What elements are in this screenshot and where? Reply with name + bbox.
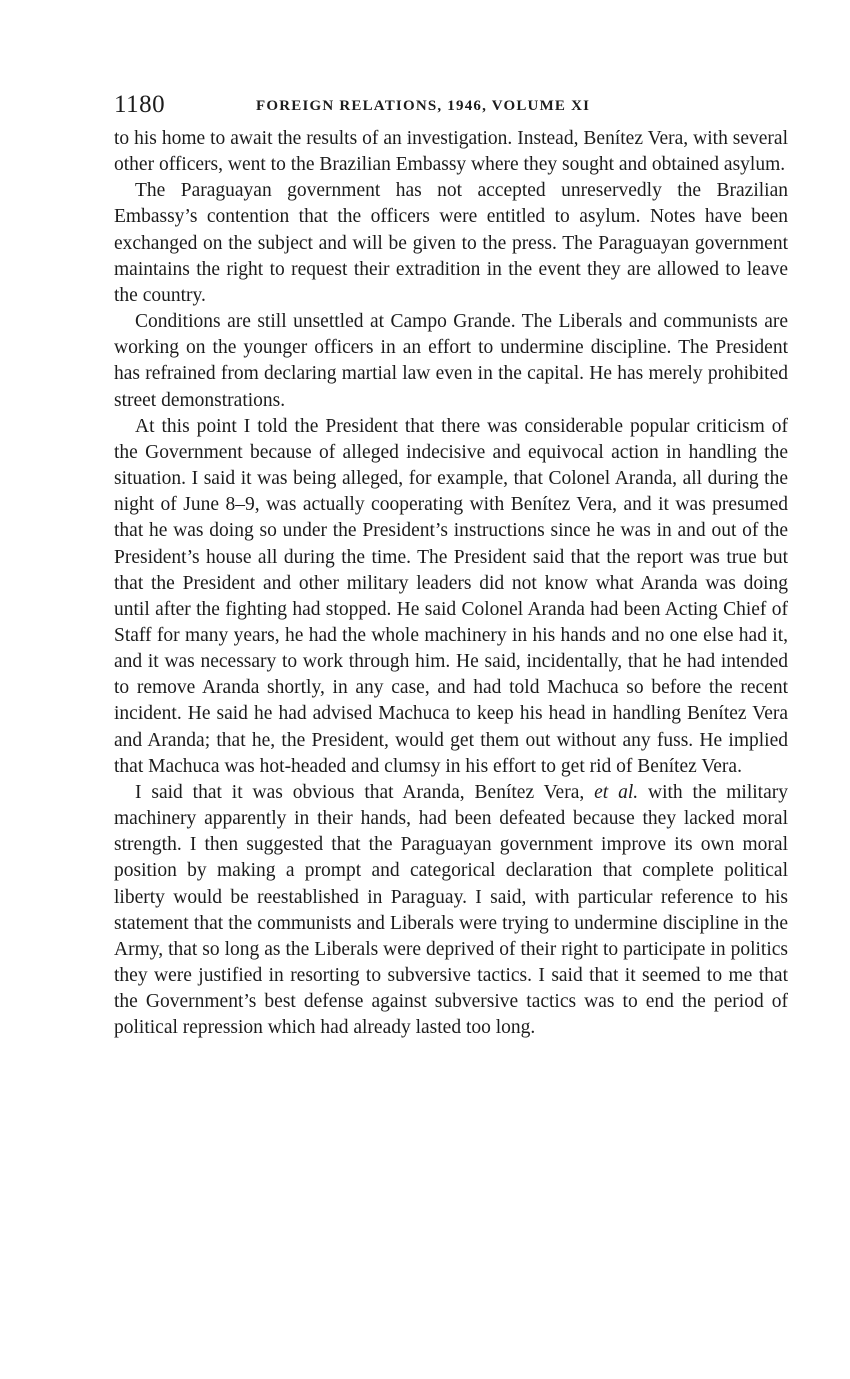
paragraph-moral-strength-part-1: I said that it was obvious that Aranda, Benítez Vera,	[135, 781, 595, 803]
paragraph-moral-strength	[114, 780, 788, 1042]
paragraph-moral-strength-part-2: with the military machinery apparently in their hands, had been defeated because they lacked moral strength. I then suggested that the Paraguayan government improve its own moral position by making a prompt and categorical declaration that complete political liberty would be reestablished in Paraguay. I said, with particular reference to his statement that the communists and Liberals were trying to undermine discipline in the Army, that so long as the Liberals were deprived of their right to participate in politics they were justified in resorting to subversive tactics. I said that it seemed to me that the Government’s best defense against subversive tactics was to end the period of political repression which had already lasted too long.	[114, 781, 788, 1039]
paragraph-campo-grande: Conditions are still unsettled at Campo Grande. The Liberals and communists are working on the younger officers in an effort to undermine discipline. The President has refrained from declaring martial law even in the capital. He has merely prohibited street demonstrations.	[114, 311, 788, 411]
paragraph-criticism: At this point I told the President that there was considerable popular criticism of the Government because of alleged indecisive and equivocal action in handling the situation. I said it was being alleged, for example, that Colonel Aranda, all during the night of June 8–9, was actually cooperating with Benítez Vera, and it was presumed that he was doing so under the President’s instructions since he was in and out of the President’s house all during the time. The President said that the report was true but that the President and other military leaders did not know what Aranda was doing until after the fighting had stopped. He said Colonel Aranda had been Acting Chief of Staff for many years, he had the whole machinery in his hands and no one else had it, and it was necessary to work through him. He said, incidentally, that he had intended to remove Aranda shortly, in any case, and had told Machuca so before the recent incident. He said he had advised Machuca to keep his head in handling Benítez Vera and Aranda; that he, the President, would get them out without any fuss. He implied that Machuca was hot-headed and clumsy in his effort to get rid of Benítez Vera.	[114, 415, 788, 777]
page-number: 1180	[114, 91, 166, 118]
paragraph-asylum: The Paraguayan government has not accepted unreservedly the Brazilian Embassy’s contention that the officers were entitled to asylum. Notes have been exchanged on the subject and will be given to the press. The Paraguayan government maintains the right to request their extradition in the event they are allowed to leave the country.	[114, 180, 788, 306]
running-head	[114, 88, 788, 122]
paragraph-continued: to his home to await the results of an investigation. Instead, Benítez Vera, with several other officers, went to the Brazilian Embassy where they sought and obtained asylum.	[114, 128, 788, 176]
body-text	[114, 126, 788, 1041]
document-page	[114, 88, 788, 1041]
paragraph-moral-strength-italic: et al.	[594, 781, 639, 803]
running-title: FOREIGN RELATIONS, 1946, VOLUME XI	[256, 98, 591, 114]
